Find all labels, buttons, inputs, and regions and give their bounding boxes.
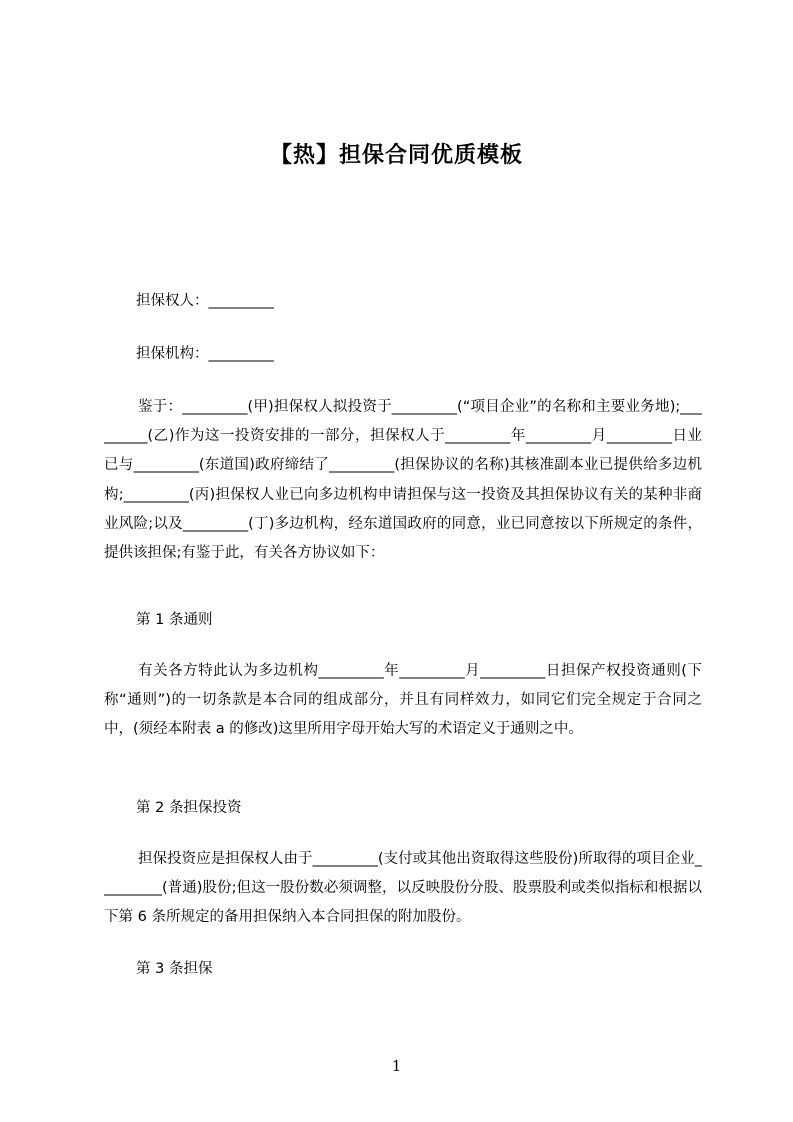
guarantee-agency-field: 担保机构：_________ bbox=[136, 346, 274, 362]
article-1-body: 有关各方特此认为多边机构_________年_________月_________日担保产权投资通则(下称“通则”)的一切条款是本合同的组成部分，并且有同样效力，如同它们完全规定于合同之中，(须经本附表 a 的修改)这里所用字母开始大写的术语定义于通则之中。 bbox=[104, 663, 702, 738]
recital-paragraph: 鉴于：_________(甲)担保权人拟投资于_________(“项目企业”的名称和主要业务地);_________(乙)作为这一投资安排的一部分，担保权人于_________年_________月_________日业已与_________(东道国)政府缔结了_________(担保协议的名称)其核准副本业已提供给多边机构;_________(丙)担保权人业已向多边机构申请担保与这一投资及其担保协议有关的某种非商业风险;以及_________(丁)多边机构，经东道国政府的同意，业已同意按以下所规定的条件，提供该担保;有鉴于此，有关各方协议如下： bbox=[104, 399, 702, 562]
article-2-heading: 第 2 条担保投资 bbox=[136, 800, 242, 816]
guarantee-holder-field: 担保权人：_________ bbox=[136, 293, 274, 309]
document-title: 【热】担保合同优质模板 bbox=[269, 143, 523, 168]
article-3-heading: 第 3 条担保 bbox=[136, 961, 213, 977]
page-number: 1 bbox=[391, 1057, 402, 1075]
article-2-body: 担保投资应是担保权人由于_________(支付或其他出资取得这些股份)所取得的项目企业_________(普通)股份;但这一股份数必须调整，以反映股份分股、股票股利或类似指标和根据以下第 6 条所规定的备用担保纳入本合同担保的附加股份。 bbox=[104, 851, 702, 926]
article-1-heading: 第 1 条通则 bbox=[136, 612, 213, 628]
